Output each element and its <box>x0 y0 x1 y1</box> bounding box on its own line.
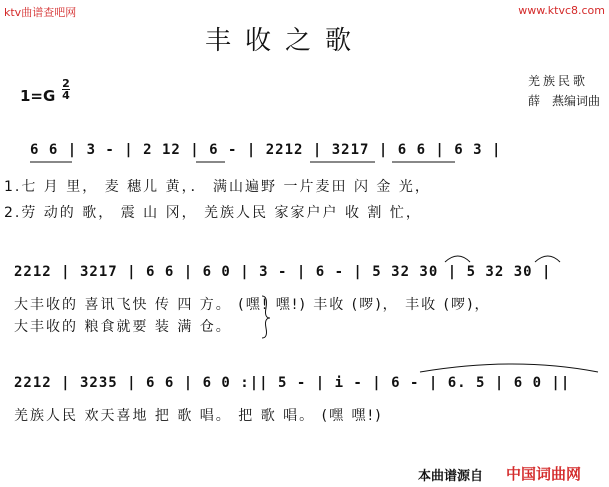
brace-mark <box>262 296 270 338</box>
time-top: 2 <box>62 77 70 90</box>
time-bottom: 4 <box>62 89 70 102</box>
lyric-row-2-verse-2: 大丰收的 粮食就要 装 满 仓。 <box>14 319 232 335</box>
genre-label: 羌族民歌 <box>528 74 589 88</box>
tie-mark <box>535 256 560 262</box>
lyric-row-3: 羌族人民 欢天喜地 把 歌 唱。 把 歌 唱。 (嘿 嘿!) <box>14 408 383 424</box>
watermark-left: ktv曲谱查吧网 <box>4 6 77 19</box>
arranger-label: 薛 燕编词曲 <box>528 94 601 108</box>
notation-row-2: 2212 | 3217 | 6 6 | 6 0 | 3 - | 6 - | 5 32 30 | 5 32 30 | <box>14 264 552 280</box>
page-title: 丰收之歌 <box>205 26 366 56</box>
tie-mark <box>420 364 598 372</box>
watermark-right: www.ktvc8.com <box>518 4 605 17</box>
notation-row-3: 2212 | 3235 | 6 6 | 6 0 :|| 5 - | i - | 6 - | 6. 5 | 6 0 || <box>14 375 571 391</box>
lyric-row-1-verse-2: 2.劳 动的 歌， 震 山 冈， 羌族人民 家家户户 收 割 忙， <box>4 205 422 221</box>
notation-row-1: 6 6 | 3 - | 2 12 | 6 - | 2212 | 3217 | 6 6 | 6 3 | <box>30 142 502 158</box>
tie-mark <box>445 256 470 262</box>
footer-source-link[interactable]: 中国词曲网 <box>506 465 582 483</box>
key-signature: 1=G <box>20 87 56 105</box>
footer-prefix: 本曲谱源自 <box>418 469 484 484</box>
lyric-row-1-verse-1: 1.七 月 里， 麦 穗儿 黄，． 满山遍野 一片麦田 闪 金 光， <box>4 179 431 195</box>
lyric-row-2-verse-1: 大丰收的 喜讯飞快 传 四 方。 (嘿! 嘿!) 丰收 (啰)， 丰收 (啰)， <box>14 297 491 313</box>
